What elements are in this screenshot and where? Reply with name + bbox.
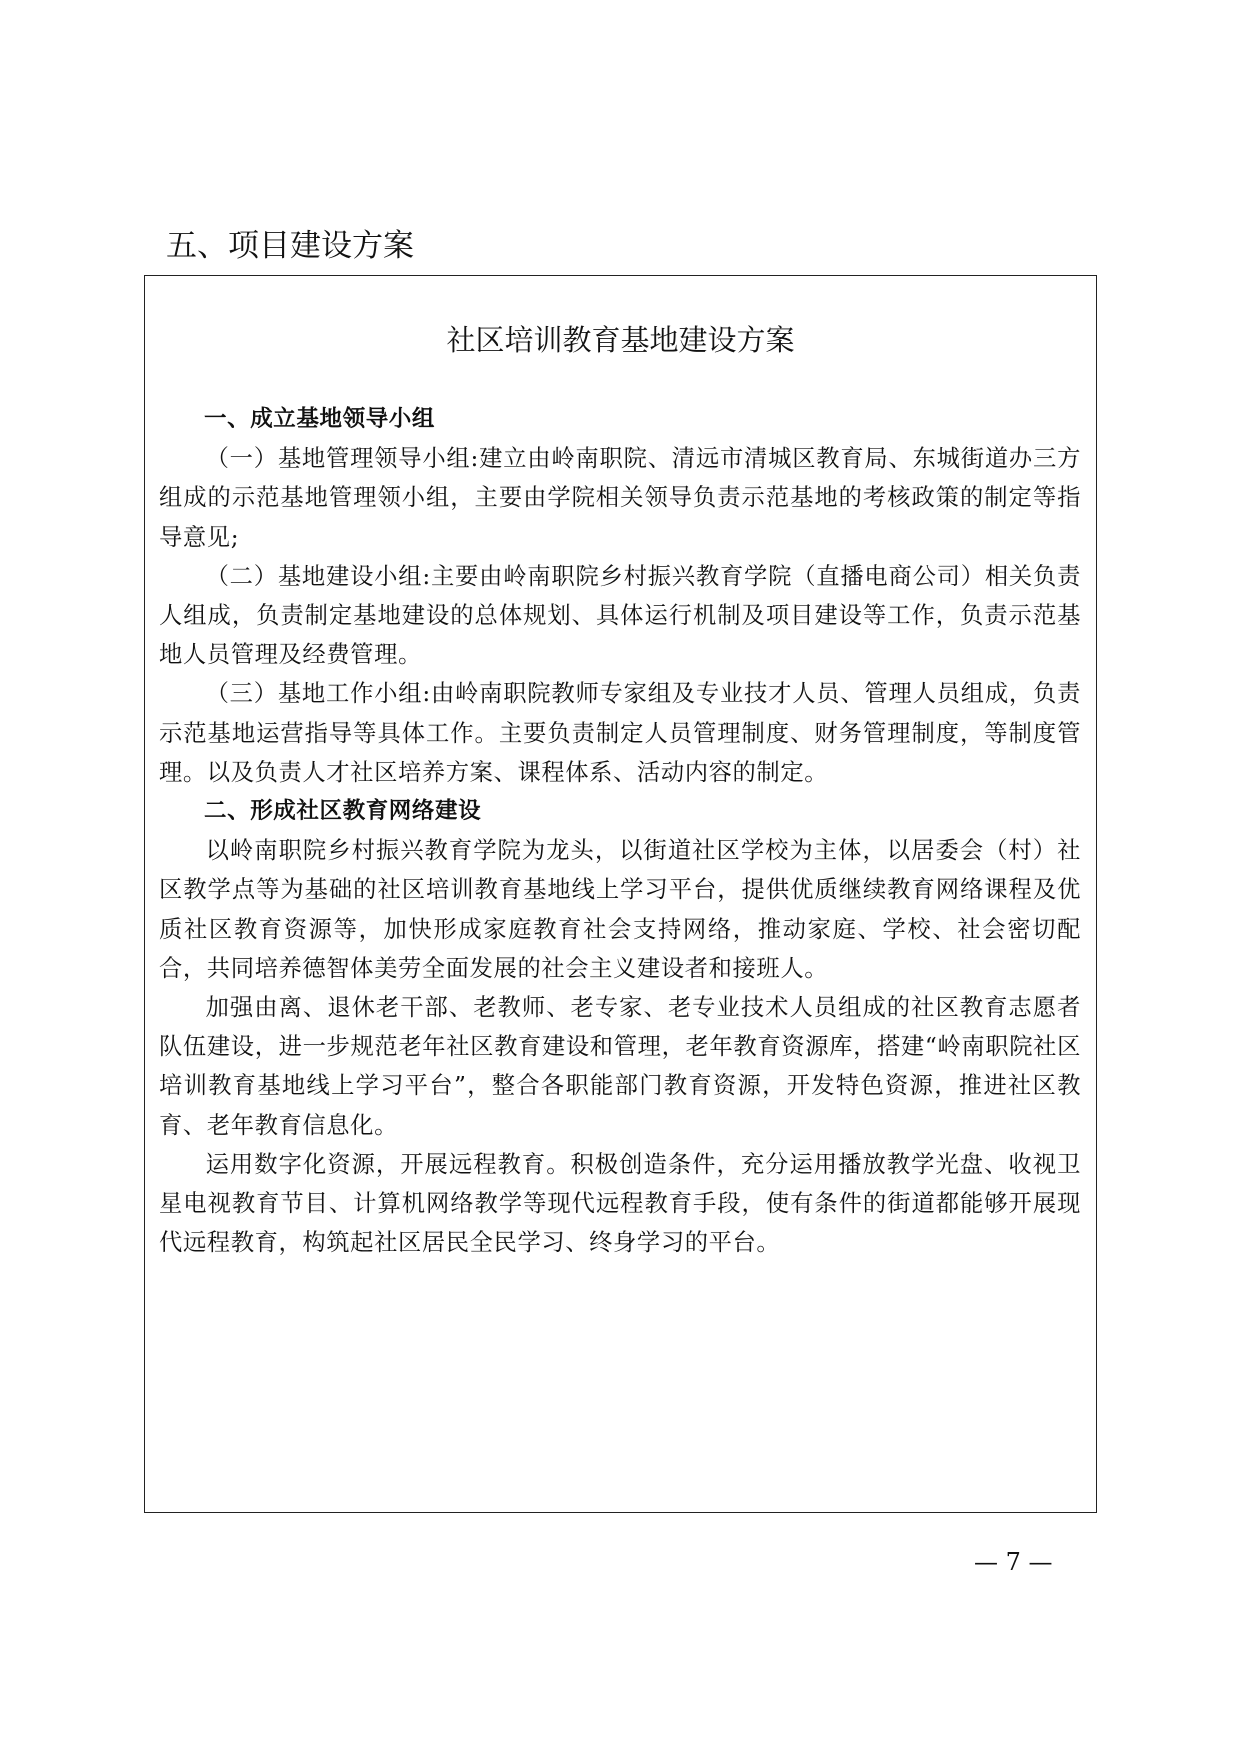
- document-body: [159, 400, 1081, 1262]
- paragraph-volunteer-team: 加强由离、退休老干部、老教师、老专家、老专业技术人员组成的社区教育志愿者队伍建设，进一步规范老年社区教育建设和管理，老年教育资源库，搭建“岭南职院社区培训教育基地线上学习平台”，整合各职能部门教育资源，开发特色资源，推进社区教育、老年教育信息化。: [159, 994, 1081, 1139]
- document-title: 社区培训教育基地建设方案: [446, 323, 795, 357]
- paragraph-online-platform: 以岭南职院乡村振兴教育学院为龙头，以街道社区学校为主体，以居委会（村）社区教学点等为基础的社区培训教育基地线上学习平台，提供优质继续教育网络课程及优质社区教育资源等，加快形成家庭教育社会支持网络，推动家庭、学校、社会密切配合，共同培养德智体美劳全面发展的社会主义建设者和接班人。: [159, 837, 1081, 982]
- content-frame: [144, 275, 1097, 1513]
- paragraph-working-group: （三）基地工作小组:由岭南职院教师专家组及专业技才人员、管理人员组成，负责示范基地运营指导等具体工作。主要负责制定人员管理制度、财务管理制度，等制度管理。以及负责人才社区培养方案、课程体系、活动内容的制定。: [159, 680, 1081, 786]
- page-number: — 7 —: [974, 1548, 1053, 1576]
- subheading-network-construction: 二、形成社区教育网络建设: [204, 798, 482, 825]
- paragraph-management-group: （一）基地管理领导小组:建立由岭南职院、清远市清城区教育局、东城街道办三方组成的示范基地管理领小组，主要由学院相关领导负责示范基地的考核政策的制定等指导意见;: [159, 445, 1081, 551]
- paragraph-construction-group: （二）基地建设小组:主要由岭南职院乡村振兴教育学院（直播电商公司）相关负责人组成，负责制定基地建设的总体规划、具体运行机制及项目建设等工作，负责示范基地人员管理及经费管理。: [159, 562, 1081, 669]
- paragraph-remote-education: 运用数字化资源，开展远程教育。积极创造条件，充分运用播放教学光盘、收视卫星电视教育节目、计算机网络教学等现代远程教育手段，使有条件的街道都能够开展现代远程教育，构筑起社区居民全民学习、终身学习的平台。: [159, 1150, 1081, 1257]
- section-heading: 五、项目建设方案: [166, 228, 414, 264]
- subheading-leadership-group: 一、成立基地领导小组: [204, 406, 436, 432]
